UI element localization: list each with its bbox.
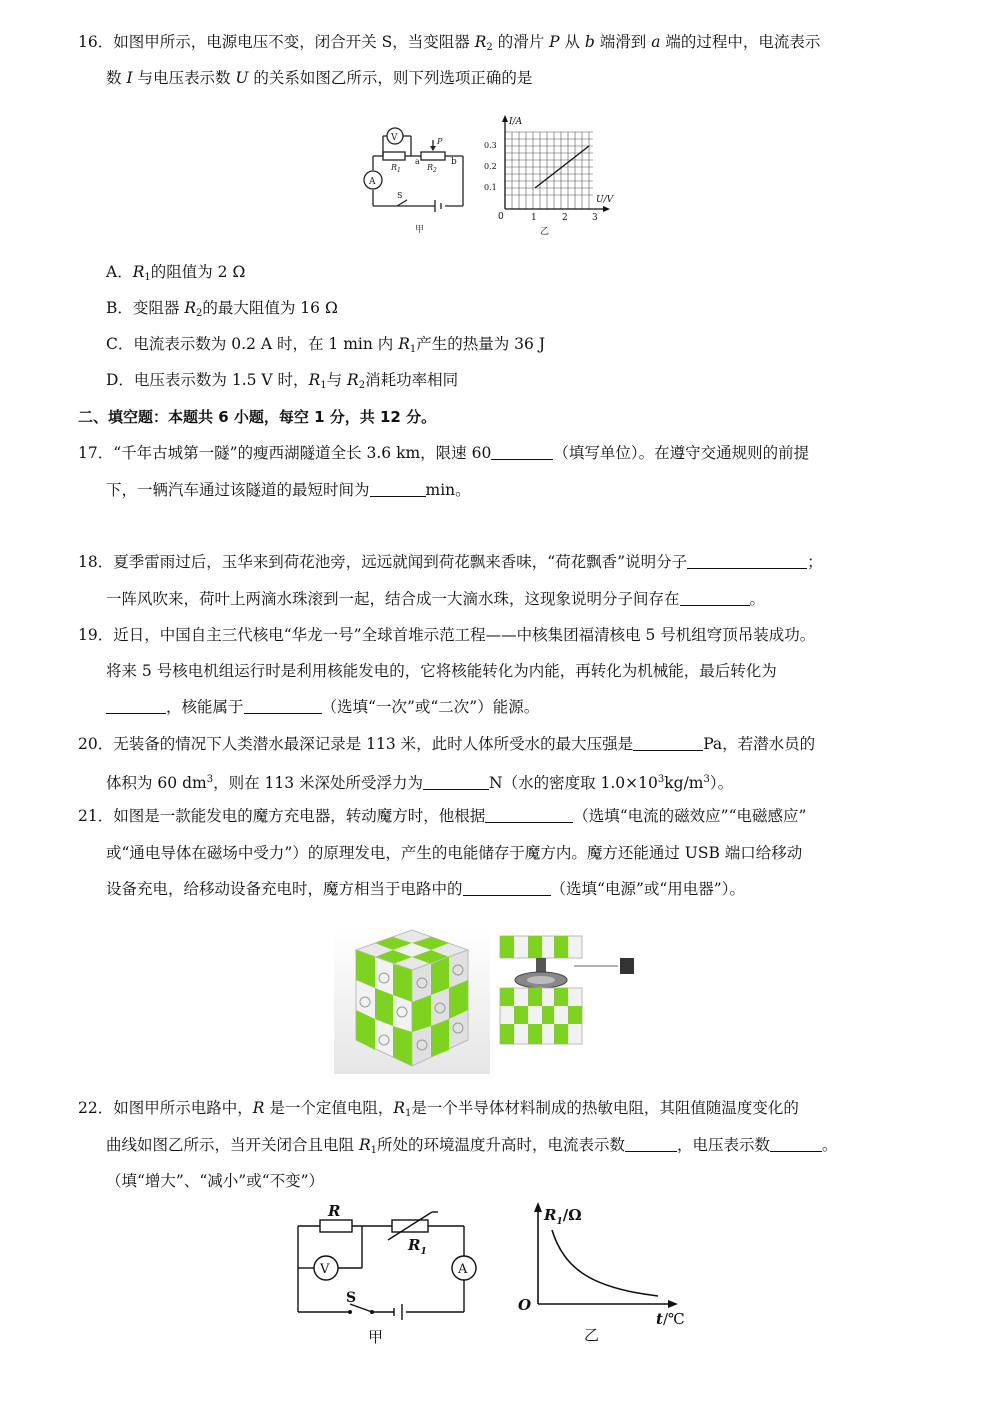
svg-text:0.2: 0.2 [484, 162, 497, 171]
q20-line2: 体积为 60 $dm^3$，则在 113 米深处所受浮力为 N（水的密度取 $1.0\times 10^3kg/m^3$）。 [106, 774, 734, 792]
svg-text:S: S [346, 1290, 357, 1306]
q22-line2: 曲线如图乙所示，当开关闭合且电阻 $R_1$所处的环境温度升高时，电流表示数 ，电压表示数 。 [106, 1136, 838, 1156]
q21-blank-2 [463, 881, 551, 896]
q22-blank-2 [770, 1137, 822, 1152]
svg-text:V: V [320, 1262, 330, 1277]
svg-text:R2: $R_2$ [427, 163, 437, 174]
q18-line1: 18．夏季雷雨过后，玉华来到荷花池旁，远远就闻到荷花飘来香味，“荷花飘香”说明分子 ； [78, 553, 823, 571]
svg-text:S: S [397, 191, 403, 200]
svg-text:R1: $R_1$ [408, 1236, 427, 1257]
rubiks-cube-charger-image [334, 928, 490, 1074]
svg-text:a: a [415, 157, 420, 166]
q18-line2: 一阵风吹来，荷叶上两滴水珠滚到一起，结合成一大滴水珠，这现象说明分子间存在 。 [106, 590, 766, 608]
svg-text:甲: 甲 [415, 225, 425, 235]
svg-text:2: 2 [562, 213, 568, 223]
svg-text:U/V: U/V [596, 195, 614, 205]
svg-text:0.1: 0.1 [484, 183, 497, 192]
q22-resistance-temperature-graph [512, 1198, 692, 1348]
svg-text:P: P [437, 137, 443, 146]
svg-text:A: A [458, 1262, 468, 1277]
svg-text:1: 1 [531, 213, 537, 223]
svg-text:0.3: 0.3 [484, 141, 497, 150]
q19-blank-2 [244, 699, 322, 714]
q17-line1: 17．“千年古城第一隧”的瘦西湖隧道全长 3.6 km，限速 60 （填写单位）。在遵守交通规则的前提 [78, 444, 810, 462]
svg-text:R1/Ω: $R_1/\Omega$ [544, 1206, 582, 1227]
section-2-heading: 二、填空题：本题共 6 小题，每空 1 分，共 12 分。 [78, 408, 437, 426]
q21-line3: 设备充电，给移动设备充电时，魔方相当于电路中的 （选填“电源”或“用电器”）。 [106, 880, 745, 898]
svg-text:t/℃: t/℃ [656, 1310, 685, 1328]
q19-line2: 将来 5 号核电机组运行时是利用核能发电的，它将核能转化为内能，再转化为机械能，最后转化为 [106, 662, 777, 680]
svg-text:R1: $R_1$ [391, 163, 401, 174]
svg-text:3: 3 [592, 213, 598, 223]
q17-line2: 下，一辆汽车通过该隧道的最短时间为 min。 [106, 481, 471, 499]
svg-text:甲: 甲 [368, 1328, 384, 1346]
q22-circuit-diagram [290, 1200, 490, 1348]
q16-option-a: A．$R_1$的阻值为 2 Ω [106, 263, 246, 283]
svg-text:b: b [451, 157, 457, 167]
q16-line1: 16．如图甲所示，电源电压不变，闭合开关 S，当变阻器 $R_2$ 的滑片 P 从 b 端滑到 a 端的过程中，电流表示 [78, 33, 821, 53]
q16-iu-graph [478, 110, 628, 240]
cube-internal-structure-image [492, 932, 642, 1048]
svg-text:R: R [328, 1202, 341, 1220]
q18-blank-1 [687, 554, 807, 569]
svg-text:0: 0 [498, 212, 504, 222]
q16-option-d: D．电压表示数为 1.5 V 时，$R_1$与 $R_2$消耗功率相同 [106, 371, 459, 391]
q22-line1: 22．如图甲所示电路中，R 是一个定值电阻，$R_1$是一个半导体材料制成的热敏电阻，其阻值随温度变化的 [78, 1099, 799, 1119]
q18-blank-2 [680, 591, 750, 606]
q20-line1: 20．无装备的情况下人类潜水最深记录是 113 米，此时人体所受水的最大压强是 Pa，若潜水员的 [78, 735, 816, 753]
q19-line1: 19．近日，中国自主三代核电“华龙一号”全球首堆示范工程——中核集团福清核电 5 号机组穹顶吊装成功。 [78, 626, 816, 644]
q19-line3: ，核能属于 （选填“一次”或“二次”）能源。 [106, 697, 539, 717]
q17-blank-2 [370, 482, 426, 497]
q19-blank-1 [106, 699, 166, 714]
q21-line2: 或“通电导体在磁场中受力”）的原理发电，产生的电能储存于魔方内。魔方还能通过 USB 端口给移动 [106, 844, 803, 862]
q16-option-c: C．电流表示数为 0.2 A 时，在 1 min 内 $R_1$产生的热量为 36 J [106, 335, 546, 355]
q20-blank-2 [423, 775, 489, 790]
svg-text:O: O [518, 1296, 532, 1314]
q16-option-b: B．变阻器 $R_2$的最大阻值为 16 Ω [106, 299, 338, 319]
q20-blank-1 [633, 736, 703, 751]
svg-text:乙: 乙 [540, 227, 550, 237]
q22-line3: （填“增大”、“减小”或“不变”） [106, 1172, 325, 1190]
q22-blank-1 [625, 1137, 677, 1152]
q21-line1: 21．如图是一款能发电的魔方充电器，转动魔方时，他根据 （选填“电流的磁效应”“电磁感应” [78, 807, 807, 825]
svg-text:I/A: I/A [509, 117, 523, 127]
q16-line2: 数 I 与电压表示数 U 的关系如图乙所示，则下列选项正确的是 [106, 69, 533, 87]
q21-blank-1 [485, 808, 573, 823]
svg-text:乙: 乙 [584, 1326, 600, 1344]
q16-circuit-diagram [355, 118, 475, 238]
svg-text:A: A [369, 177, 376, 187]
svg-text:V: V [391, 133, 398, 143]
q17-blank-1 [491, 445, 553, 460]
